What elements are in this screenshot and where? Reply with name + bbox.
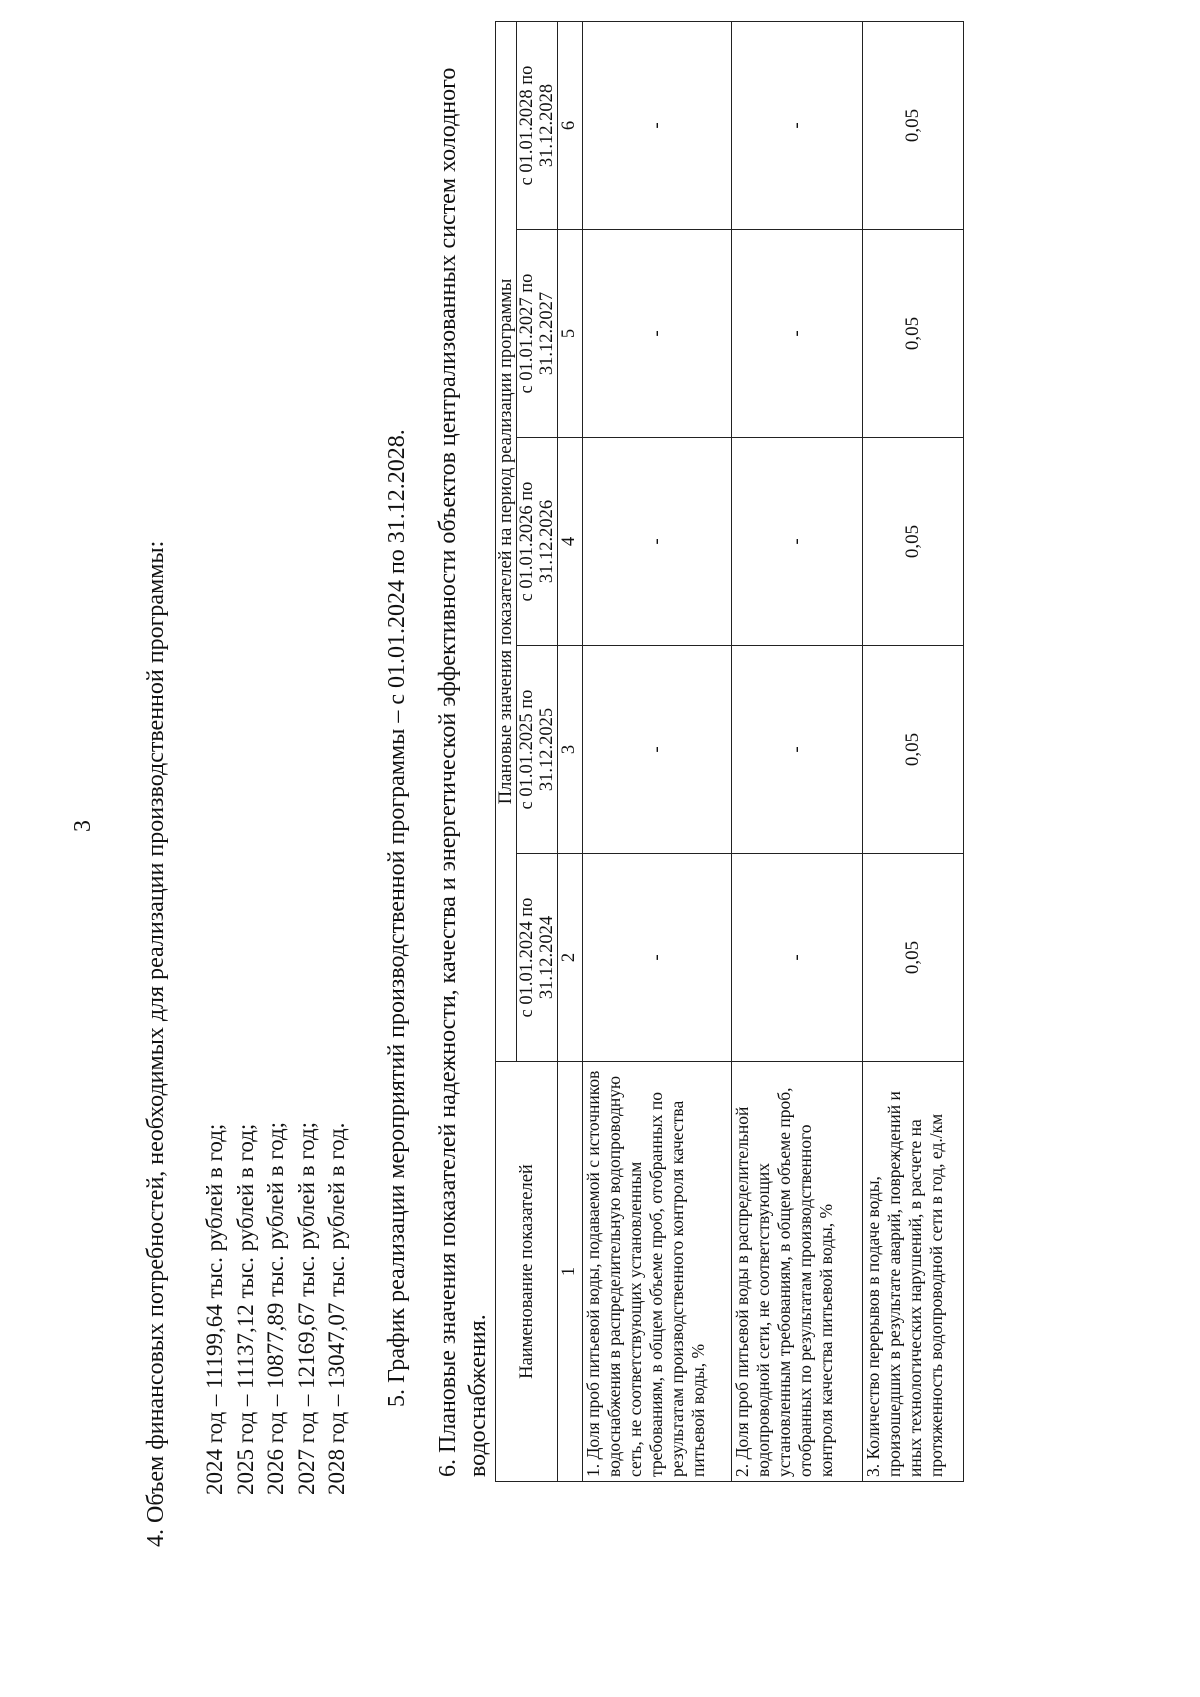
column-number: 3 [558, 646, 583, 854]
indicator-value: - [732, 646, 863, 854]
section-6-heading: 6. Плановые значения показателей надежности, качества и энергетической эффективности объектов централизованных систем холодного водоснабжения. [435, 67, 491, 1477]
header-indicator-name: Наименование показателей [496, 1062, 558, 1482]
indicator-value: - [732, 230, 863, 438]
indicator-value: 0,05 [863, 646, 964, 854]
column-number: 2 [558, 854, 583, 1062]
indicator-value: - [583, 854, 732, 1062]
section-5-schedule: 5. График реализации мероприятий производственной программы – с 01.01.2024 по 31.12.2028. [384, 429, 410, 1407]
header-period-2028: с 01.01.2028 по 31.12.2028 [517, 21, 558, 229]
indicator-value: - [583, 646, 732, 854]
column-number: 1 [558, 1062, 583, 1482]
indicators-table [495, 21, 964, 1482]
indicator-value: - [583, 438, 732, 646]
indicator-value: - [732, 21, 863, 229]
header-period-2027: с 01.01.2027 по 31.12.2027 [517, 230, 558, 438]
indicator-value: - [732, 438, 863, 646]
column-number-row [558, 21, 583, 1481]
column-number: 5 [558, 230, 583, 438]
indicator-name: 1. Доля проб питьевой воды, подаваемой с источников водоснабжения в распределительную водопроводную сеть, не соответствующих установленным требованиям, в общем объеме проб, отобранных по результатам производственного контроля качества питьевой воды, % [583, 1062, 732, 1482]
header-period-2026: с 01.01.2026 по 31.12.2026 [517, 438, 558, 646]
financial-needs-list [200, 1122, 353, 1495]
finance-item-2026: 2026 год – 10877,89 тыс. рублей в год; [263, 1121, 288, 1495]
header-planned-values: Плановые значения показателей на период реализации программы [496, 21, 517, 1061]
table-row [583, 21, 732, 1481]
indicator-value: 0,05 [863, 230, 964, 438]
header-period-2024: с 01.01.2024 по 31.12.2024 [517, 854, 558, 1062]
finance-item-2024: 2024 год – 11199,64 тыс. рублей в год; [202, 1123, 227, 1495]
finance-item-2025: 2025 год – 11137,12 тыс. рублей в год; [232, 1123, 258, 1495]
indicator-value: - [583, 21, 732, 229]
indicator-value: 0,05 [863, 854, 964, 1062]
table-row [732, 21, 863, 1481]
section-4-heading: 4. Объем финансовых потребностей, необходимых для реализации производственной программы: [143, 540, 169, 1547]
indicator-value: - [583, 230, 732, 438]
finance-item-2028: 2028 год – 13047,07 тыс. рублей в год. [324, 1122, 349, 1495]
finance-item-2027: 2027 год – 12169,67 тыс. рублей в год; [293, 1121, 319, 1495]
indicator-value: 0,05 [863, 438, 964, 646]
column-number: 6 [558, 21, 583, 229]
indicator-value: - [732, 854, 863, 1062]
column-number: 4 [558, 438, 583, 646]
page-number: 3 [70, 820, 96, 832]
indicator-name: 2. Доля проб питьевой воды в распределительной водопроводной сети, не соответствующих установленным требованиям, в общем объеме проб, отобранных по результатам производственного контроля качества питьевой воды, % [732, 1062, 863, 1482]
indicator-name: 3. Количество перерывов в подаче воды, произошедших в результате аварий, повреждений и иных технологических нарушений, в расчете на протяженность водопроводной сети в год, ед./км [863, 1062, 964, 1482]
header-period-2025: с 01.01.2025 по 31.12.2025 [517, 646, 558, 854]
indicator-value: 0,05 [863, 21, 964, 229]
table-row [863, 21, 964, 1481]
